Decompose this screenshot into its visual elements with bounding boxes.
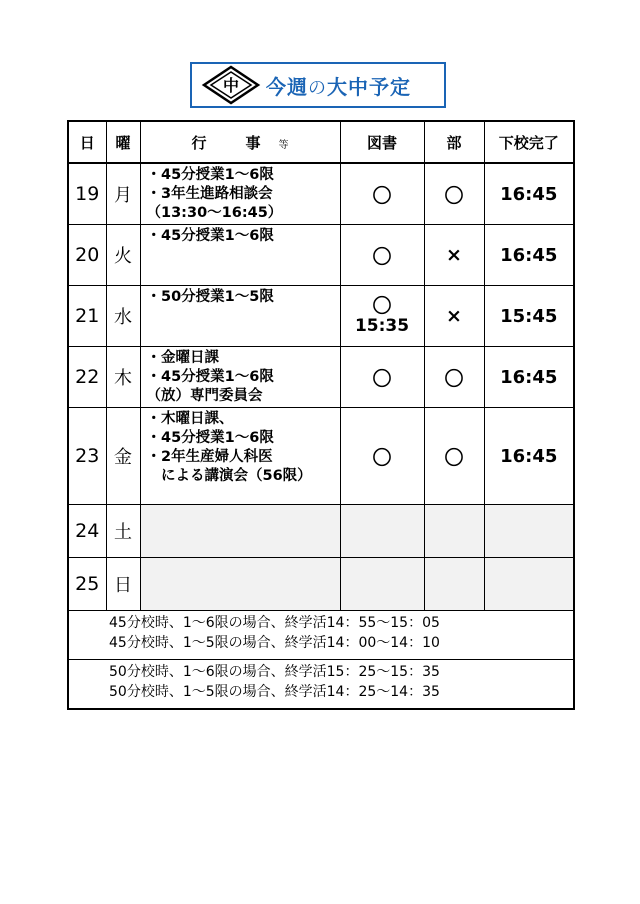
event-line: ・45分授業1～6限 — [146, 430, 274, 446]
row-date: 22 — [68, 347, 106, 408]
table-row — [68, 558, 574, 611]
header-events-suffix: 等 — [278, 139, 289, 151]
header-dismissal: 下校完了 — [484, 121, 574, 163]
row-date: 24 — [68, 505, 106, 558]
row-club — [424, 505, 484, 558]
row-date: 19 — [68, 163, 106, 225]
header-events-label: 行 事 — [191, 133, 273, 152]
row-library: 〇 — [340, 225, 424, 286]
event-line: による講演会（56限） — [146, 468, 312, 484]
school-logo — [200, 64, 262, 106]
row-dow: 火 — [106, 225, 140, 286]
event-line: ・3年生進路相談会 — [146, 186, 273, 202]
row-dow: 金 — [106, 408, 140, 505]
row-dismissal: 16:45 — [484, 347, 574, 408]
row-events — [140, 408, 340, 505]
row-club: × — [424, 286, 484, 347]
row-library: 〇 — [340, 163, 424, 225]
notes-row — [68, 611, 574, 660]
page-title — [266, 71, 411, 100]
note-line: 45分校時、1～6限の場合、終学活14：55～15：05 — [109, 615, 440, 631]
row-dismissal: 16:45 — [484, 408, 574, 505]
row-dismissal: 16:45 — [484, 225, 574, 286]
row-events — [140, 347, 340, 408]
event-line: （13:30～16:45） — [146, 205, 283, 221]
row-dismissal: 15:45 — [484, 286, 574, 347]
row-club: × — [424, 225, 484, 286]
row-dismissal — [484, 558, 574, 611]
table-row — [68, 163, 574, 225]
row-date: 21 — [68, 286, 106, 347]
row-events — [140, 558, 340, 611]
row-library: 〇 — [340, 347, 424, 408]
title-part2: の — [308, 77, 327, 99]
row-dow: 木 — [106, 347, 140, 408]
table-row — [68, 225, 574, 286]
notes-row — [68, 660, 574, 710]
row-date: 25 — [68, 558, 106, 611]
library-close-time: 15:35 — [354, 316, 410, 336]
row-dow: 土 — [106, 505, 140, 558]
table-row — [68, 347, 574, 408]
header-library: 図書 — [340, 121, 424, 163]
title-part1: 今週 — [266, 74, 308, 99]
table-row — [68, 505, 574, 558]
event-line: ・金曜日課 — [146, 350, 219, 366]
event-line: ・45分授業1～6限 — [146, 228, 274, 244]
header-dow: 曜 — [106, 121, 140, 163]
logo-char: 中 — [222, 76, 240, 95]
row-date: 20 — [68, 225, 106, 286]
notes-45min — [68, 611, 574, 660]
note-line: 45分校時、1～5限の場合、終学活14：00～14：10 — [109, 635, 440, 651]
table-row — [68, 408, 574, 505]
event-line: ・45分授業1～6限 — [146, 369, 274, 385]
row-events — [140, 286, 340, 347]
row-club — [424, 558, 484, 611]
title-banner — [190, 62, 446, 108]
row-dismissal: 16:45 — [484, 163, 574, 225]
header-date: 日 — [68, 121, 106, 163]
event-line: ・50分授業1～5限 — [146, 289, 274, 305]
event-line: ・45分授業1～6限 — [146, 167, 274, 183]
row-library: 〇 — [340, 408, 424, 505]
note-line: 50分校時、1～6限の場合、終学活15：25～15：35 — [109, 664, 440, 680]
note-line: 50分校時、1～5限の場合、終学活14：25～14：35 — [109, 684, 440, 700]
row-club: 〇 — [424, 408, 484, 505]
row-club: 〇 — [424, 163, 484, 225]
header-events — [140, 121, 340, 163]
title-part3: 大中予定 — [327, 74, 411, 99]
notes-50min — [68, 660, 574, 710]
library-mark: 〇 — [372, 295, 392, 317]
row-events — [140, 225, 340, 286]
event-line: ・木曜日課、 — [146, 411, 234, 427]
row-library — [340, 558, 424, 611]
row-dow: 水 — [106, 286, 140, 347]
header-row — [68, 121, 574, 163]
row-dismissal — [484, 505, 574, 558]
row-library — [340, 505, 424, 558]
row-date: 23 — [68, 408, 106, 505]
row-dow: 日 — [106, 558, 140, 611]
row-events — [140, 505, 340, 558]
event-line: （放）専門委員会 — [146, 388, 263, 404]
row-dow: 月 — [106, 163, 140, 225]
weekly-schedule-table — [67, 120, 573, 699]
row-events — [140, 163, 340, 225]
row-library — [340, 286, 424, 347]
event-line: ・2年生産婦人科医 — [146, 449, 273, 465]
table-row — [68, 286, 574, 347]
header-club: 部 — [424, 121, 484, 163]
row-club: 〇 — [424, 347, 484, 408]
